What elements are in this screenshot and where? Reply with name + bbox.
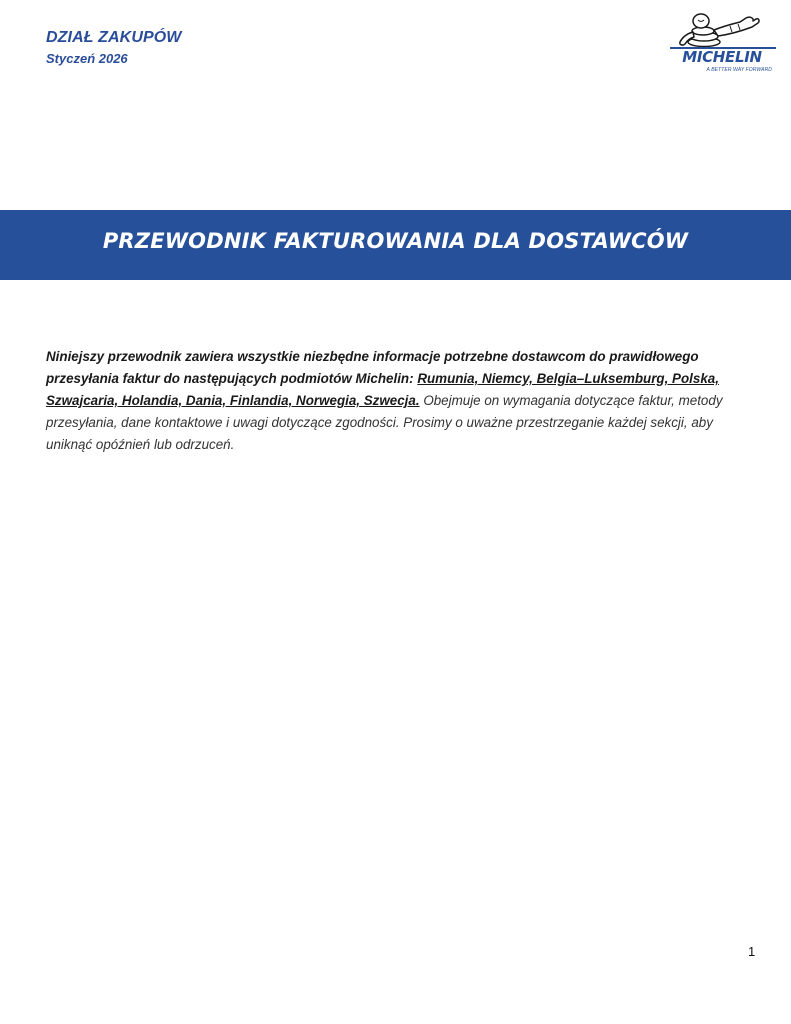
intro-paragraph: [46, 346, 751, 456]
logo-wordmark: MICHELIN: [682, 48, 762, 66]
page-title: PRZEWODNIK FAKTUROWANIA DLA DOSTAWCÓW: [102, 229, 689, 253]
document-header: [46, 28, 182, 68]
title-banner: [0, 210, 791, 280]
department-title: DZIAŁ ZAKUPÓW: [46, 29, 182, 46]
page-number: 1: [748, 944, 756, 959]
intro-rest: Obejmuje on wymagania dotyczące faktur, metody przesyłania, dane kontaktowe i uwagi dotyczące zgodności. Prosimy o uważne przestrzeganie każdej sekcji, aby uniknąć opóźnień lub odrzuceń.: [46, 393, 723, 452]
intro-countries: Rumunia, Niemcy, Belgia–Luksemburg, Polska, Szwajcaria, Holandia, Dania, Finlandia, Norwegia, Szwecja.: [46, 371, 719, 408]
michelin-logo: [664, 12, 778, 76]
logo-tagline: A BETTER WAY FORWARD: [706, 67, 772, 73]
intro-lead: Niniejszy przewodnik zawiera wszystkie niezbędne informacje potrzebne dostawcom do prawidłowego przesyłania faktur do następujących podmiotów Michelin:: [46, 349, 699, 386]
document-date: Styczeń 2026: [46, 51, 128, 66]
michelin-man-icon: [674, 12, 770, 48]
